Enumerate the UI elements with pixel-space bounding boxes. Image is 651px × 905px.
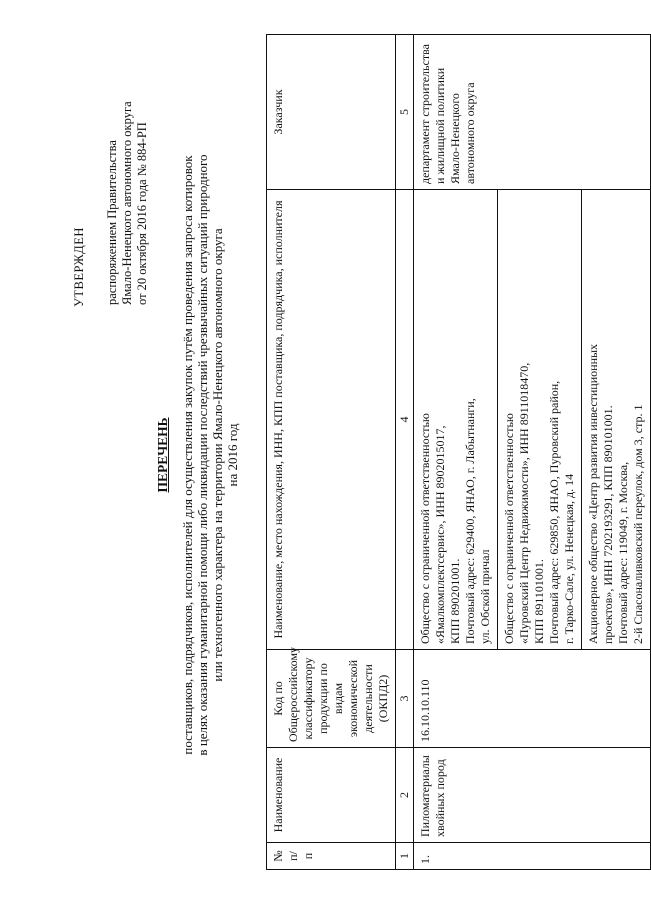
supplier-line: «Ямалкомплектсервис», ИНН 8902015017, [433,425,447,644]
document-heading [155,125,240,785]
supplier-line: ул. Обской причал [478,549,492,644]
supplier-cell [414,190,498,650]
column-header-code: Код по Общероссийскому классификатору продукции по видам экономической деятельности (ОКПД2) [267,650,396,748]
heading-line: на 2016 год [225,423,240,487]
supplier-cell [498,190,582,650]
column-number: 1 [396,843,414,870]
supplier-line: КПП 890201001. [448,558,462,644]
supplier-line: Общество с ограниченной ответственностью [502,413,516,644]
approval-line: от 20 октября 2016 года № 884-РП [135,122,149,305]
column-number: 3 [396,650,414,748]
column-number-row [396,35,414,870]
supplier-line: «Пуровский Центр Недвижимости», ИНН 8911018470, [517,362,531,644]
approval-line: распоряжением Правительства [105,140,119,305]
supplier-line: Почтовый адрес: 119049, г. Москва, [616,461,630,644]
heading-line: в целях оказания гуманитарной помощи либо ликвидации последствий чрезвычайных ситуаций природного [195,154,210,756]
heading-line: поставщиков, подрядчиков, исполнителей для осуществления закупок путём проведения запроса котировок [180,155,195,755]
supplier-line: 2-й Спасоналивковский переулок, дом 3, стр. 1 [631,404,645,644]
column-header-supplier: Наименование, место нахождения, ИНН, КПП поставщика, подрядчика, исполнителя [267,190,396,650]
column-header-customer: Заказчик [267,35,396,190]
table-row [414,35,498,870]
supplier-line: Почтовый адрес: 629850, ЯНАО, Пуровский район, [547,380,561,644]
okpd2-code: 16.10.10.110 [414,650,651,748]
document-title: ПЕРЕЧЕНЬ [155,417,170,493]
suppliers-table [266,34,651,870]
approval-title: УТВЕРЖДЕН [72,227,86,307]
heading-line: или техногенного характера на территории Ямало-Ненецкого автономного округа [210,228,225,682]
customer-cell: департамент строительства и жилищной политики Ямало-Ненецкого автономного округа [414,35,651,190]
column-number: 5 [396,35,414,190]
supplier-line: проектов», ИНН 7202193291, КПП 890101001. [601,405,615,644]
column-header-number: № п/п [267,843,396,870]
approval-line: Ямало-Ненецкого автономного округа [120,101,134,305]
column-header-name: Наименование [267,748,396,843]
supplier-line: Общество с ограниченной ответственностью [418,413,432,644]
column-number: 4 [396,190,414,650]
supplier-line: КПП 891101001. [532,559,546,644]
supplier-line: г. Тарко-Сале, ул. Ненецкая, д. 14 [562,473,576,644]
table-header-row [267,35,396,870]
item-name: Пиломатериалы хвойных пород [414,748,651,843]
supplier-line: Акционерное общество «Центр развития инвестиционных [586,343,600,644]
supplier-cell [582,190,651,650]
approval-stamp [72,5,150,305]
row-number: 1. [414,843,651,870]
supplier-line: Почтовый адрес: 629400, ЯНАО, г. Лабытнанги, [463,398,477,644]
column-number: 2 [396,748,414,843]
